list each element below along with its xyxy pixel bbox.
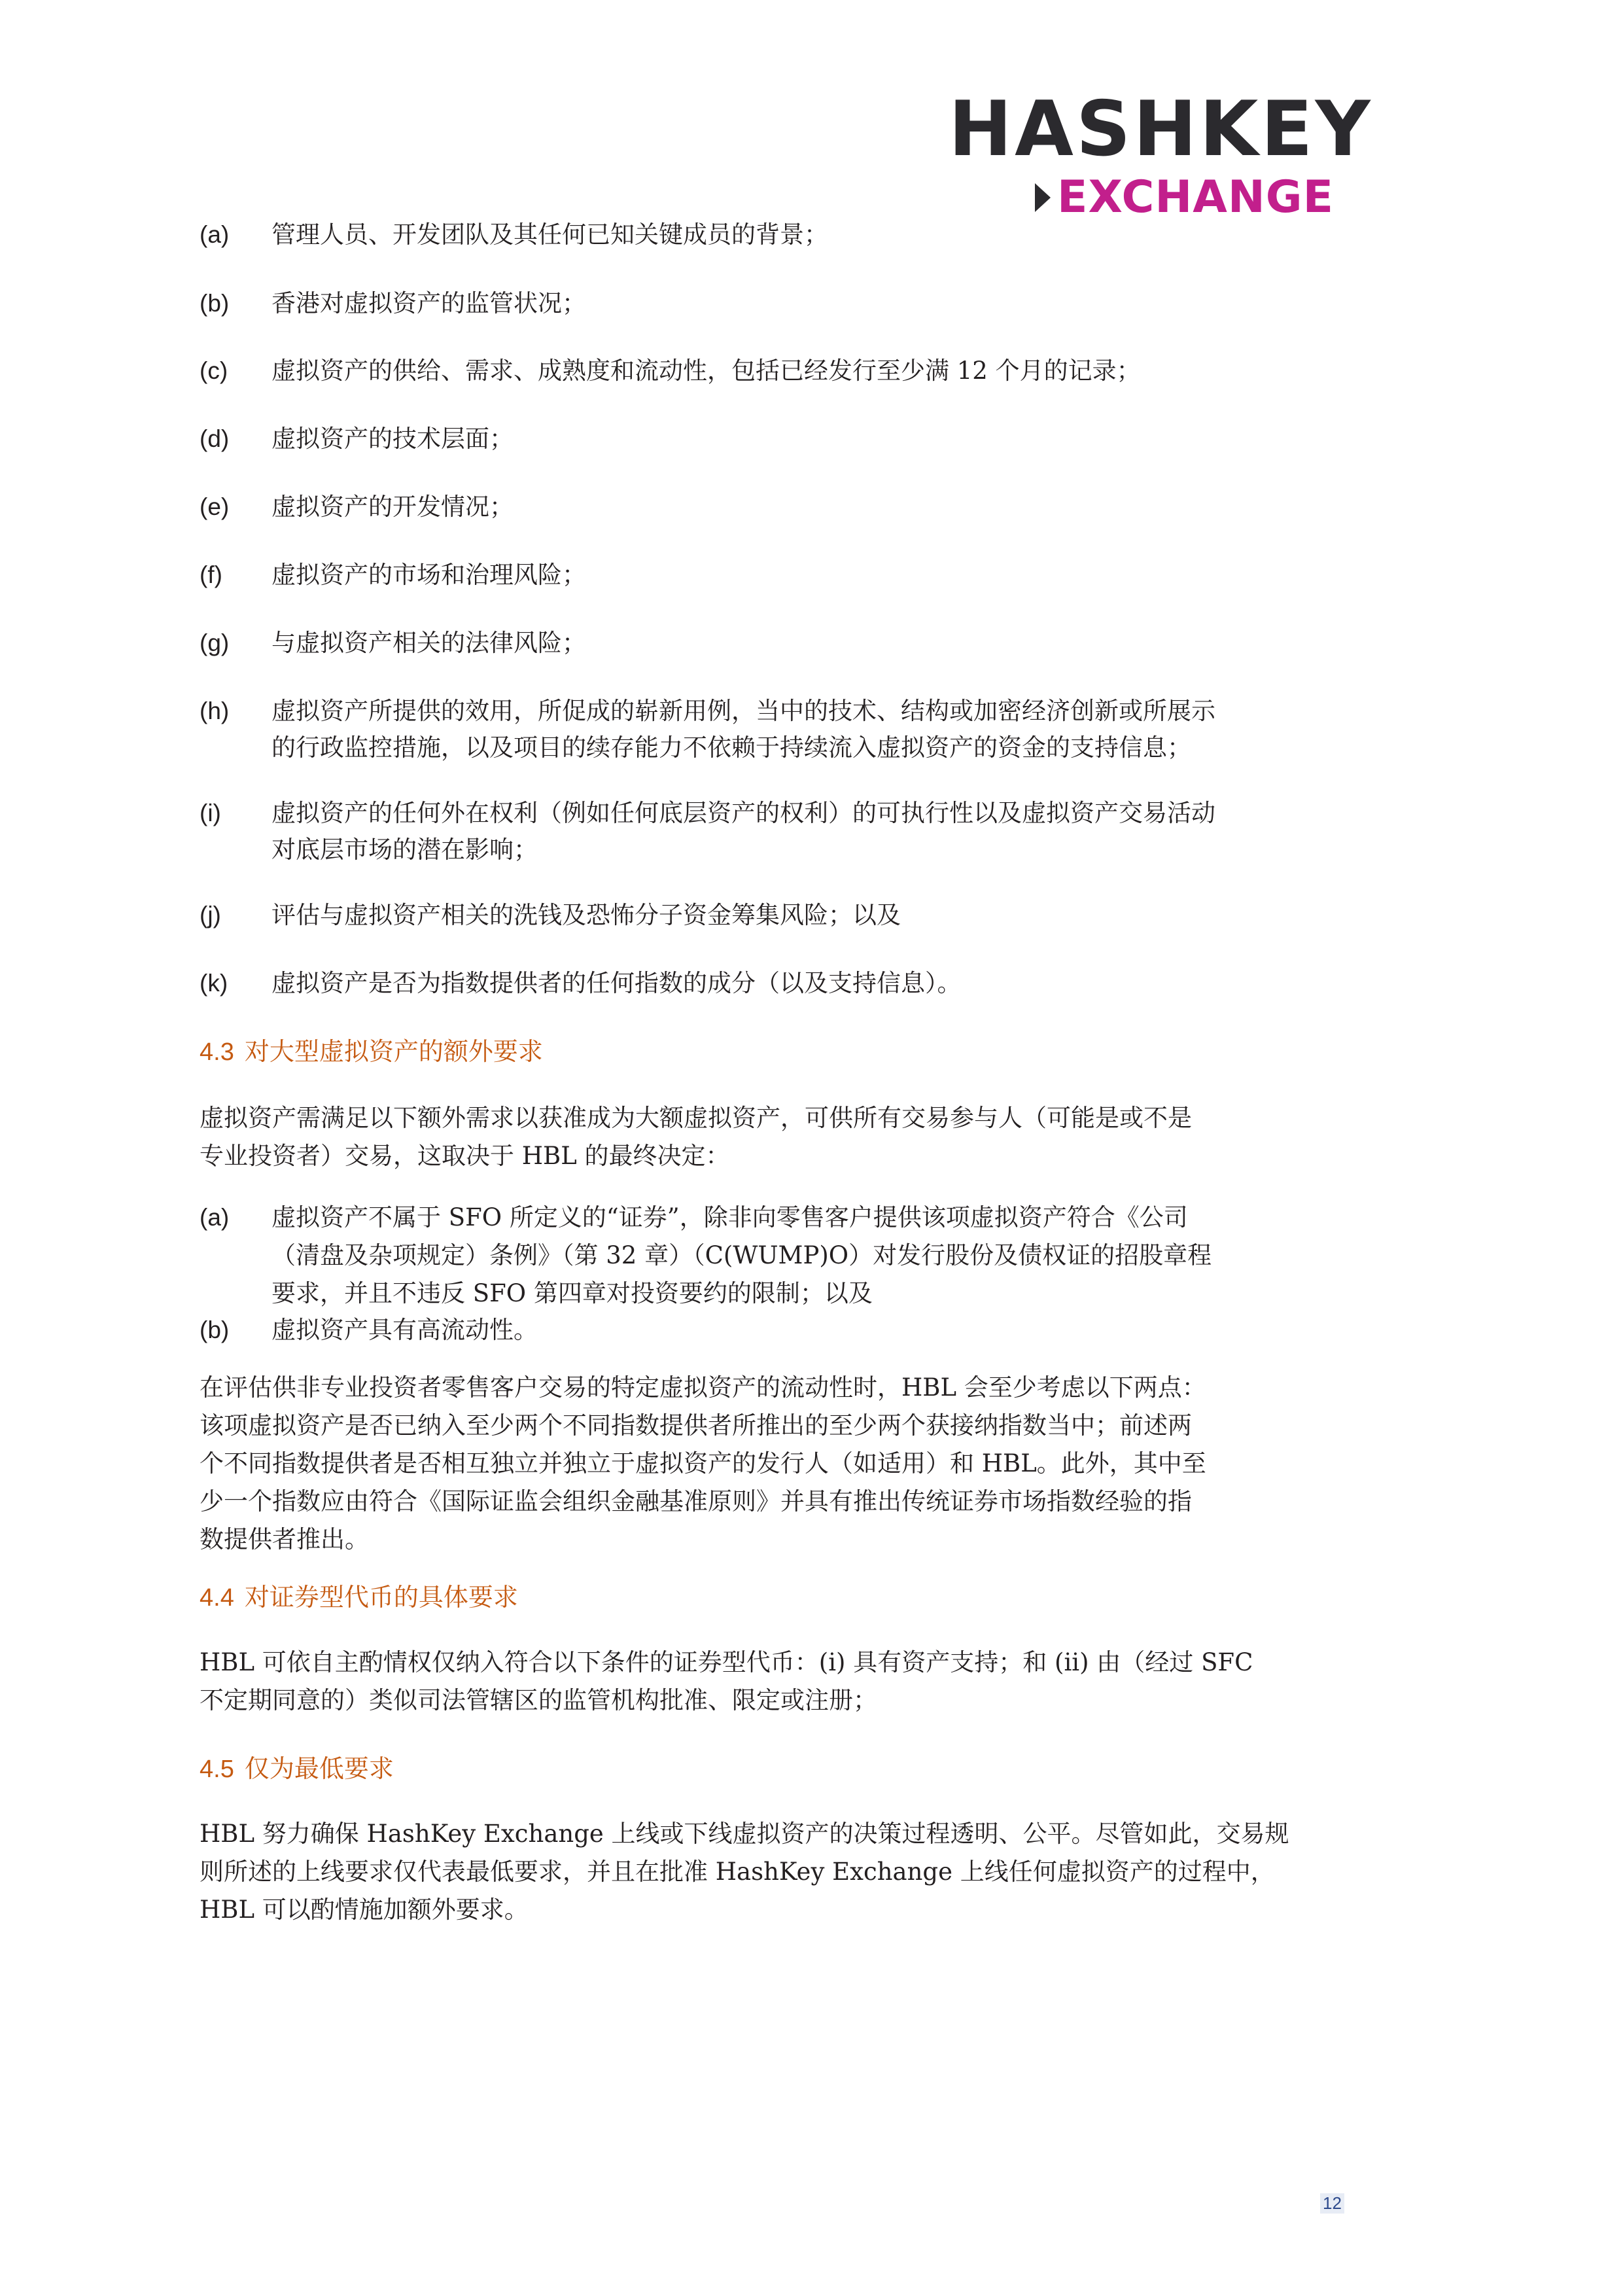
paragraph-line: 在评估供非专业投资者零售客户交易的特定虚拟资产的流动性时，HBL 会至少考虑以下两点：: [200, 1373, 1206, 1402]
hashkey-exchange-logo: [949, 85, 1373, 229]
list-text: 对底层市场的潜在影响；: [271, 836, 538, 864]
list-text: 虚拟资产的技术层面；: [271, 425, 514, 453]
logo-exchange-text: EXCHANGE: [1057, 171, 1335, 223]
section-number: 4.3: [200, 1038, 234, 1066]
paragraph-line: HBL 可以酌情施加额外要求。: [200, 1896, 529, 1924]
section-number: 4.4: [200, 1584, 234, 1612]
section-4-5-paragraph: [200, 1815, 1377, 1929]
list-label: (j): [200, 902, 221, 928]
section-4-3-heading: [200, 1033, 543, 1071]
section-4-4-heading: [200, 1578, 518, 1617]
list-text: 管理人员、开发团队及其任何已知关键成员的背景；: [271, 221, 828, 249]
list-label: (a): [200, 221, 230, 248]
list-text: 香港对虚拟资产的监管状况；: [271, 289, 586, 317]
list-label: (c): [200, 357, 228, 384]
list-text: 虚拟资产是否为指数提供者的任何指数的成分（以及支持信息）。: [271, 969, 962, 997]
list-label: (g): [200, 629, 230, 656]
section-title: 仅为最低要求: [244, 1754, 394, 1783]
paragraph-line: 数提供者推出。: [200, 1525, 369, 1553]
list-text: 虚拟资产的供给、需求、成熟度和流动性，包括已经发行至少满 12 个月的记录；: [271, 357, 1141, 385]
list-label: (e): [200, 493, 230, 520]
list-label: (k): [200, 970, 228, 997]
list-text: 虚拟资产的市场和治理风险；: [271, 561, 586, 589]
paragraph-line: 虚拟资产需满足以下额外需求以获准成为大额虚拟资产，可供所有交易参与人（可能是或不是: [200, 1104, 1192, 1132]
section-number: 4.5: [200, 1756, 234, 1783]
paragraph-line: HBL 努力确保 HashKey Exchange 上线或下线虚拟资产的决策过程透明、公平。尽管如此，交易规: [200, 1820, 1289, 1848]
list-label: (b): [200, 290, 230, 317]
section-4-5-heading: [200, 1750, 394, 1788]
page-number: 12: [1320, 2193, 1344, 2214]
list-text: （清盘及杂项规定）条例》（第 32 章）（C(WUMP)O）对发行股份及债权证的招股章程: [271, 1241, 1212, 1269]
section-4-3-liquidity-paragraph: [200, 1369, 1377, 1559]
paragraph-line: 个不同指数提供者是否相互独立并独立于虚拟资产的发行人（如适用）和 HBL。此外，其中至: [200, 1449, 1206, 1477]
list-text: 评估与虚拟资产相关的洗钱及恐怖分子资金筹集风险；以及: [271, 901, 901, 929]
paragraph-line: 不定期同意的）类似司法管辖区的监管机构批准、限定或注册；: [200, 1686, 877, 1714]
section-title: 对证券型代币的具体要求: [244, 1583, 518, 1612]
list-label: (h): [200, 698, 230, 724]
paragraph-line: 少一个指数应由符合《国际证监会组织金融基准原则》并具有推出传统证券市场指数经验的指: [200, 1487, 1192, 1515]
list-text: 虚拟资产所提供的效用，所促成的崭新用例，当中的技术、结构或加密经济创新或所展示: [271, 697, 1215, 725]
logo-arrow-icon: [1035, 183, 1051, 212]
list-text: 虚拟资产不属于 SFO 所定义的“证券”，除非向零售客户提供该项虚拟资产符合《公司: [271, 1203, 1188, 1231]
section-title: 对大型虚拟资产的额外要求: [244, 1037, 543, 1066]
paragraph-line: HBL 可依自主酌情权仅纳入符合以下条件的证券型代币：(i) 具有资产支持；和 (ii) 由（经过 SFC: [200, 1648, 1253, 1676]
list-label: (b): [200, 1316, 230, 1343]
list-text: 虚拟资产的任何外在权利（例如任何底层资产的权利）的可执行性以及虚拟资产交易活动: [271, 799, 1215, 827]
list-text: 虚拟资产的开发情况；: [271, 493, 514, 521]
list-text: 的行政监控措施，以及项目的续存能力不依赖于持续流入虚拟资产的资金的支持信息；: [271, 733, 1191, 762]
list-label: (d): [200, 425, 230, 452]
list-label: (i): [200, 800, 221, 826]
section-4-4-paragraph: [200, 1644, 1377, 1720]
list-text: 要求，并且不违反 SFO 第四章对投资要约的限制；以及: [271, 1279, 873, 1307]
list-text: 虚拟资产具有高流动性。: [271, 1316, 538, 1344]
paragraph-line: 则所述的上线要求仅代表最低要求，并且在批准 HashKey Exchange 上线任何虚拟资产的过程中，: [200, 1858, 1275, 1886]
logo-hashkey-text: HASHKEY: [949, 85, 1373, 173]
paragraph-line: 该项虚拟资产是否已纳入至少两个不同指数提供者所推出的至少两个获接纳指数当中；前述两: [200, 1411, 1192, 1439]
list-text: 与虚拟资产相关的法律风险；: [271, 629, 586, 657]
paragraph-line: 专业投资者）交易，这取决于 HBL 的最终决定：: [200, 1142, 730, 1170]
list-label: (f): [200, 561, 222, 588]
list-label: (a): [200, 1204, 230, 1231]
section-4-3-intro: [200, 1099, 1377, 1175]
